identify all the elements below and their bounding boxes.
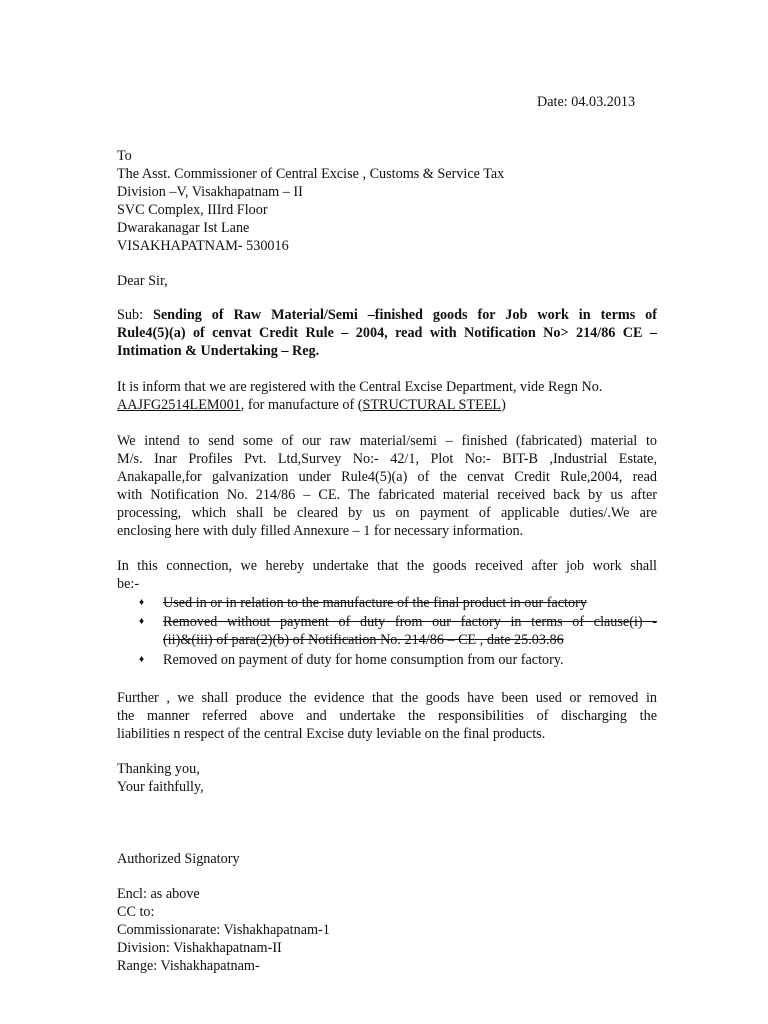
para4-line-3: liabilities n respect of the central Excise duty leviable on the final products. <box>117 726 546 742</box>
para1-mid: , for manufacture of ( <box>240 397 363 413</box>
to-label: To <box>117 148 132 164</box>
footer-cc-range: Range: Vishakhapatnam- <box>117 958 260 974</box>
footer-cc-division: Division: Vishakhapatnam-II <box>117 940 282 956</box>
para4-line-2: the manner referred above and undertake the responsibilities of discharging the <box>117 708 657 724</box>
address-line-1: The Asst. Commissioner of Central Excise , Customs & Service Tax <box>117 166 505 182</box>
para1-end: ) <box>501 397 506 413</box>
closing-line-2: Your faithfully, <box>117 779 204 795</box>
para2-line-5: processing, which shall be cleared by us on payment of applicable duties/.We are <box>117 505 657 521</box>
address-line-5: VISAKHAPATNAM- 530016 <box>117 238 289 254</box>
bullet-item-2-line-2: (ii)&(iii) of para(2)(b) of Notification No. 214/86 – CE , date 25.03.86 <box>163 632 564 648</box>
footer-cc-label: CC to: <box>117 904 155 920</box>
closing-line-1: Thanking you, <box>117 761 200 777</box>
address-line-3: SVC Complex, IIIrd Floor <box>117 202 268 218</box>
subject-text-1: Sending of Raw Material/Semi –finished goods for Job work in terms of <box>152 307 657 323</box>
para3-line-1: In this connection, we hereby undertake that the goods received after job work shall <box>117 558 657 574</box>
address-line-4: Dwarakanagar Ist Lane <box>117 220 250 236</box>
subject-line-1 <box>117 306 657 324</box>
para2-line-2: M/s. Inar Profiles Pvt. Ltd,Survey No:- 42/1, Plot No:- BIT-B ,Industrial Estate, <box>117 451 657 467</box>
para2-line-6: enclosing here with duly filled Annexure – 1 for necessary information. <box>117 523 524 539</box>
bullet-diamond-icon: ♦ <box>139 616 145 627</box>
footer-cc-commissionarate: Commissionarate: Vishakhapatnam-1 <box>117 922 330 938</box>
bullet-item-1: Used in or in relation to the manufacture of the final product in our factory <box>163 595 587 611</box>
salutation: Dear Sir, <box>117 273 168 289</box>
signatory: Authorized Signatory <box>117 851 240 867</box>
para1-line-1: It is inform that we are registered with the Central Excise Department, vide Regn No. <box>117 379 603 395</box>
bullet-item-2-line-1: Removed without payment of duty from our factory in terms of clause(i) - <box>163 614 657 630</box>
bullet-diamond-icon: ♦ <box>139 597 145 608</box>
address-line-2: Division –V, Visakhapatnam – II <box>117 184 303 200</box>
subject-line-2: Rule4(5)(a) of cenvat Credit Rule – 2004, read with Notification No> 214/86 CE – <box>117 325 657 341</box>
subject-line-3: Intimation & Undertaking – Reg. <box>117 343 320 359</box>
para3-line-2: be:- <box>117 576 140 592</box>
subject-prefix: Sub: <box>117 307 153 323</box>
product-name: STRUCTURAL STEEL <box>362 397 502 413</box>
regn-no: AAJFG2514LEM001 <box>117 397 241 413</box>
bullet-item-3: Removed on payment of duty for home consumption from our factory. <box>163 652 564 668</box>
para2-line-3: Anakapalle,for galvanization under Rule4(5)(a) of the cenvat Credit Rule,2004, read <box>117 469 657 485</box>
footer-enclosure: Encl: as above <box>117 886 200 902</box>
letter-date: Date: 04.03.2013 <box>537 94 636 110</box>
para2-line-4: with Notification No. 214/86 – CE. The fabricated material received back by us after <box>117 487 657 503</box>
para1-line-2 <box>117 396 506 414</box>
para4-line-1: Further , we shall produce the evidence that the goods have been used or removed in <box>117 690 657 706</box>
bullet-diamond-icon: ♦ <box>139 654 145 665</box>
para2-line-1: We intend to send some of our raw material/semi – finished (fabricated) material to <box>117 433 657 449</box>
